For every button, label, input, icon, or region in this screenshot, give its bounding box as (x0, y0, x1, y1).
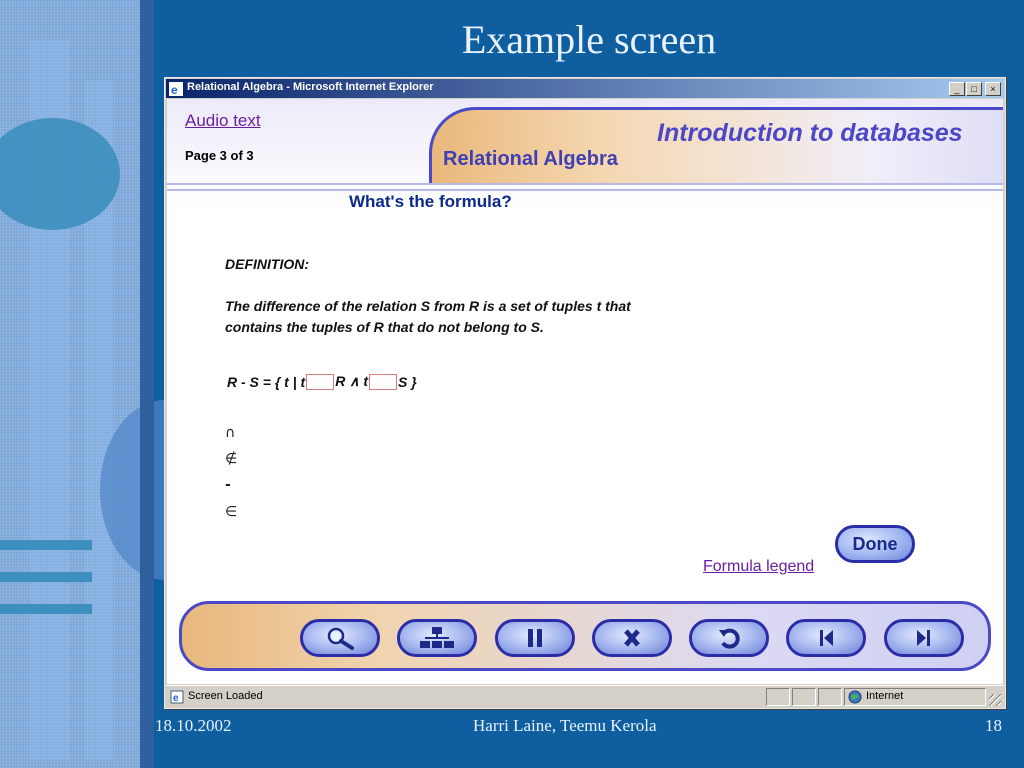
slide-background-line (0, 572, 92, 582)
status-text: Screen Loaded (188, 690, 263, 702)
svg-text:e: e (171, 83, 178, 96)
formula-blank-2[interactable] (369, 374, 397, 390)
symbol-element-of[interactable]: ∈ (225, 504, 238, 520)
search-button[interactable] (300, 619, 380, 657)
status-panel (818, 688, 842, 706)
window-title: Relational Algebra - Microsoft Internet Explorer (187, 81, 434, 93)
header-divider (167, 189, 1003, 191)
stop-button[interactable] (592, 619, 672, 657)
slide-background-stripe (140, 0, 154, 768)
previous-page-button[interactable] (786, 619, 866, 657)
footer-page-number: 18 (985, 716, 1002, 735)
previous-icon (811, 625, 841, 651)
replay-icon (714, 625, 744, 651)
sitemap-button[interactable] (397, 619, 477, 657)
internet-explorer-icon (169, 82, 183, 96)
formula (227, 373, 417, 390)
pause-icon (520, 625, 550, 651)
browser-window (164, 77, 1006, 709)
symbol-intersection[interactable]: ∩ (225, 425, 236, 441)
definition-line: The difference of the relation S from R is a set of tuples t that (225, 298, 631, 314)
symbol-minus[interactable]: - (225, 477, 231, 493)
maximize-button[interactable]: □ (966, 82, 982, 96)
definition-heading: DEFINITION: (225, 256, 309, 272)
globe-icon (848, 690, 862, 704)
formula-text: R ∧ t (335, 373, 369, 389)
minimize-button[interactable]: _ (949, 82, 965, 96)
svg-text:e: e (173, 693, 179, 704)
magnifier-icon (320, 625, 360, 651)
course-banner-text: Introduction to databases (657, 119, 963, 147)
page-icon (170, 690, 184, 704)
resize-grip[interactable] (989, 694, 1001, 706)
close-window-button[interactable]: × (985, 82, 1001, 96)
slide-background-pattern (0, 0, 140, 768)
formula-text: S } (398, 373, 417, 390)
question-heading: What's the formula? (349, 192, 512, 211)
slide-title: Example screen (461, 17, 717, 62)
replay-button[interactable] (689, 619, 769, 657)
security-zone: Internet (866, 690, 904, 702)
done-button[interactable]: Done (835, 525, 915, 563)
slide-background-line (0, 540, 92, 550)
status-panel (766, 688, 790, 706)
formula-blank-1[interactable] (306, 374, 334, 390)
pause-button[interactable] (495, 619, 575, 657)
page-viewport (167, 99, 1003, 684)
formula-text: R - S = { t | t (227, 373, 306, 390)
slide-background-line (0, 604, 92, 614)
page-indicator: Page 3 of 3 (185, 148, 254, 163)
definition-text (225, 296, 785, 338)
close-icon (617, 625, 647, 651)
audio-text-link[interactable]: Audio text (185, 111, 261, 130)
next-icon (909, 625, 939, 651)
footer-author: Harri Laine, Teemu Kerola (473, 716, 657, 735)
definition-line: contains the tuples of R that do not belong to S. (225, 319, 544, 335)
window-titlebar[interactable] (166, 79, 1004, 98)
topic-title: Relational Algebra (443, 148, 618, 170)
sitemap-icon (417, 625, 457, 651)
next-page-button[interactable] (884, 619, 964, 657)
footer-date: 18.10.2002 (155, 716, 232, 735)
header-divider (167, 183, 1003, 185)
status-panel (792, 688, 816, 706)
status-bar (166, 685, 1004, 708)
symbol-not-element-of[interactable]: ∉ (225, 451, 238, 467)
formula-legend-link[interactable]: Formula legend (703, 558, 815, 575)
